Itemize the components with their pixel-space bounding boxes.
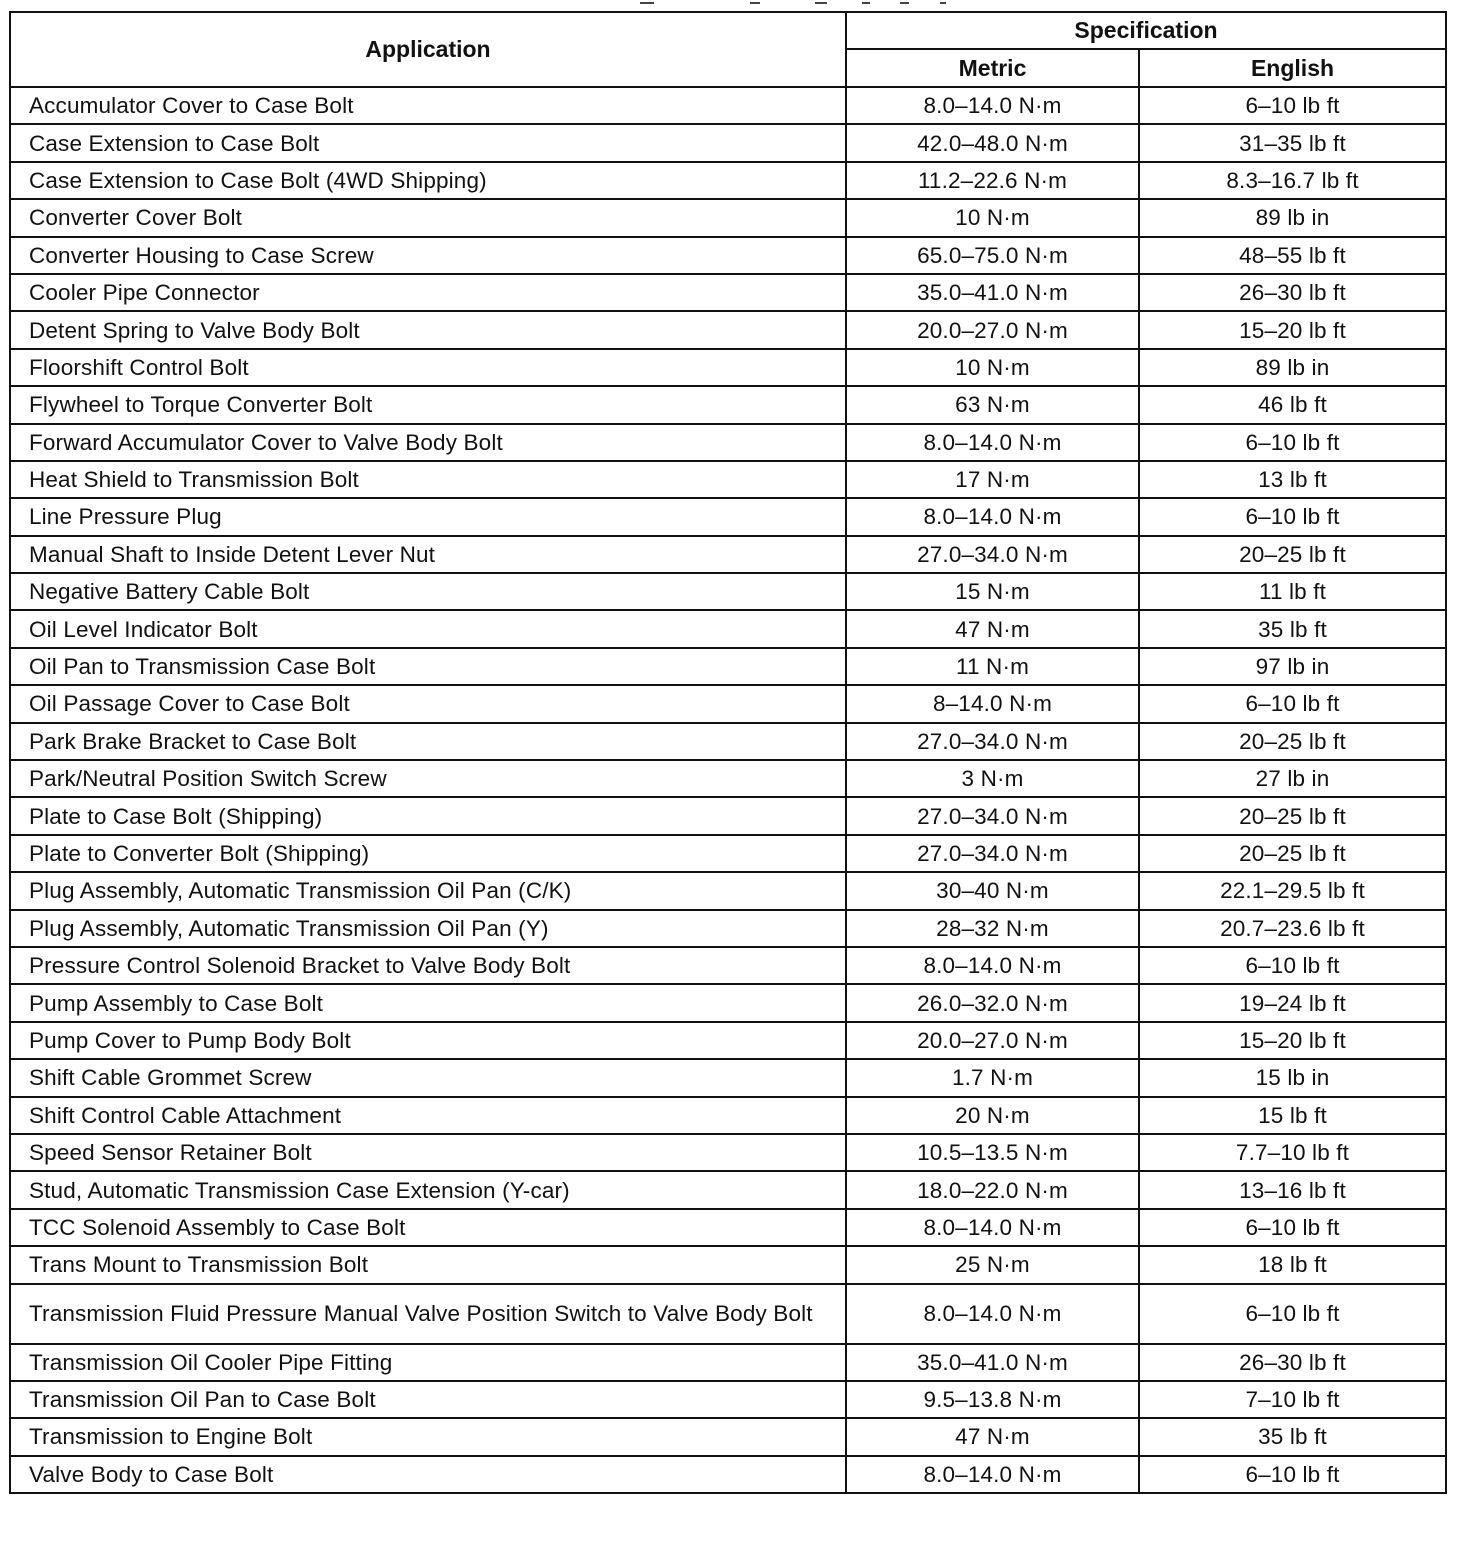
english-cell: 35 lb ft [1139,1418,1446,1455]
application-cell: Detent Spring to Valve Body Bolt [10,311,846,348]
table-row [10,648,1446,685]
english-cell: 22.1–29.5 lb ft [1139,872,1446,909]
metric-cell: 35.0–41.0 N·m [846,1344,1139,1381]
table-row [10,610,1446,647]
metric-cell: 8.0–14.0 N·m [846,87,1139,124]
metric-cell: 8.0–14.0 N·m [846,1209,1139,1246]
metric-cell: 35.0–41.0 N·m [846,274,1139,311]
table-row [10,984,1446,1021]
application-cell: Shift Control Cable Attachment [10,1097,846,1134]
english-cell: 20–25 lb ft [1139,536,1446,573]
table-row [10,124,1446,161]
application-cell: Stud, Automatic Transmission Case Extension (Y-car) [10,1171,846,1208]
application-cell: Forward Accumulator Cover to Valve Body Bolt [10,424,846,461]
metric-cell: 27.0–34.0 N·m [846,536,1139,573]
table-row [10,424,1446,461]
application-cell: Case Extension to Case Bolt [10,124,846,161]
table-row [10,1059,1446,1096]
metric-cell: 10.5–13.5 N·m [846,1134,1139,1171]
english-cell: 46 lb ft [1139,386,1446,423]
metric-cell: 8.0–14.0 N·m [846,947,1139,984]
application-cell: Converter Housing to Case Screw [10,237,846,274]
application-cell: Line Pressure Plug [10,498,846,535]
application-cell: Valve Body to Case Bolt [10,1456,846,1493]
metric-cell: 8–14.0 N·m [846,685,1139,722]
header-application: Application [10,12,846,87]
metric-cell: 28–32 N·m [846,910,1139,947]
metric-cell: 47 N·m [846,610,1139,647]
english-cell: 20.7–23.6 lb ft [1139,910,1446,947]
application-cell: Park Brake Bracket to Case Bolt [10,723,846,760]
table-row [10,1097,1446,1134]
english-cell: 31–35 lb ft [1139,124,1446,161]
english-cell: 6–10 lb ft [1139,947,1446,984]
metric-cell: 8.0–14.0 N·m [846,1456,1139,1493]
english-cell: 8.3–16.7 lb ft [1139,162,1446,199]
english-cell: 15 lb ft [1139,1097,1446,1134]
application-cell: Flywheel to Torque Converter Bolt [10,386,846,423]
table-row [10,685,1446,722]
application-cell: Heat Shield to Transmission Bolt [10,461,846,498]
english-cell: 6–10 lb ft [1139,498,1446,535]
metric-cell: 11 N·m [846,648,1139,685]
metric-cell: 10 N·m [846,199,1139,236]
application-cell: Transmission Fluid Pressure Manual Valve Position Switch to Valve Body Bolt [10,1284,846,1344]
metric-cell: 20 N·m [846,1097,1139,1134]
english-cell: 26–30 lb ft [1139,1344,1446,1381]
table-row [10,87,1446,124]
application-cell: Cooler Pipe Connector [10,274,846,311]
english-cell: 15 lb in [1139,1059,1446,1096]
table-row [10,199,1446,236]
table-row [10,349,1446,386]
english-cell: 35 lb ft [1139,610,1446,647]
english-cell: 48–55 lb ft [1139,237,1446,274]
english-cell: 20–25 lb ft [1139,723,1446,760]
table-row [10,1171,1446,1208]
english-cell: 6–10 lb ft [1139,424,1446,461]
metric-cell: 1.7 N·m [846,1059,1139,1096]
torque-spec-table [9,11,1447,1494]
english-cell: 15–20 lb ft [1139,1022,1446,1059]
header-specification: Specification [846,12,1446,49]
application-cell: Case Extension to Case Bolt (4WD Shipping) [10,162,846,199]
metric-cell: 8.0–14.0 N·m [846,424,1139,461]
table-row [10,1134,1446,1171]
table-row [10,1456,1446,1493]
table-row [10,1284,1446,1344]
metric-cell: 42.0–48.0 N·m [846,124,1139,161]
table-row [10,910,1446,947]
table-row [10,760,1446,797]
application-cell: Converter Cover Bolt [10,199,846,236]
metric-cell: 10 N·m [846,349,1139,386]
table-row [10,461,1446,498]
metric-cell: 17 N·m [846,461,1139,498]
table-row [10,1209,1446,1246]
metric-cell: 3 N·m [846,760,1139,797]
english-cell: 19–24 lb ft [1139,984,1446,1021]
table-row [10,162,1446,199]
metric-cell: 25 N·m [846,1246,1139,1283]
table-row [10,1344,1446,1381]
metric-cell: 65.0–75.0 N·m [846,237,1139,274]
application-cell: Accumulator Cover to Case Bolt [10,87,846,124]
table-row [10,237,1446,274]
english-cell: 89 lb in [1139,199,1446,236]
english-cell: 89 lb in [1139,349,1446,386]
english-cell: 15–20 lb ft [1139,311,1446,348]
application-cell: Floorshift Control Bolt [10,349,846,386]
application-cell: Pump Cover to Pump Body Bolt [10,1022,846,1059]
application-cell: Transmission to Engine Bolt [10,1418,846,1455]
metric-cell: 27.0–34.0 N·m [846,835,1139,872]
english-cell: 13 lb ft [1139,461,1446,498]
metric-cell: 47 N·m [846,1418,1139,1455]
table-row [10,386,1446,423]
application-cell: Trans Mount to Transmission Bolt [10,1246,846,1283]
application-cell: Transmission Oil Pan to Case Bolt [10,1381,846,1418]
application-cell: Plate to Case Bolt (Shipping) [10,797,846,834]
application-cell: Pressure Control Solenoid Bracket to Valve Body Bolt [10,947,846,984]
metric-cell: 30–40 N·m [846,872,1139,909]
english-cell: 97 lb in [1139,648,1446,685]
table-row [10,536,1446,573]
english-cell: 6–10 lb ft [1139,1456,1446,1493]
application-cell: Shift Cable Grommet Screw [10,1059,846,1096]
application-cell: Pump Assembly to Case Bolt [10,984,846,1021]
application-cell: Speed Sensor Retainer Bolt [10,1134,846,1171]
table-row [10,1418,1446,1455]
metric-cell: 27.0–34.0 N·m [846,797,1139,834]
header-metric: Metric [846,49,1139,87]
english-cell: 20–25 lb ft [1139,797,1446,834]
metric-cell: 8.0–14.0 N·m [846,498,1139,535]
english-cell: 6–10 lb ft [1139,1284,1446,1344]
metric-cell: 15 N·m [846,573,1139,610]
cropped-text-fragment [600,0,1020,6]
english-cell: 18 lb ft [1139,1246,1446,1283]
application-cell: Negative Battery Cable Bolt [10,573,846,610]
table-row [10,498,1446,535]
application-cell: Oil Passage Cover to Case Bolt [10,685,846,722]
english-cell: 13–16 lb ft [1139,1171,1446,1208]
table-row [10,573,1446,610]
application-cell: Plug Assembly, Automatic Transmission Oil Pan (Y) [10,910,846,947]
table-row [10,797,1446,834]
table-row [10,723,1446,760]
header-english: English [1139,49,1446,87]
metric-cell: 9.5–13.8 N·m [846,1381,1139,1418]
metric-cell: 63 N·m [846,386,1139,423]
table-row [10,835,1446,872]
table-row [10,311,1446,348]
english-cell: 7.7–10 lb ft [1139,1134,1446,1171]
application-cell: Plug Assembly, Automatic Transmission Oil Pan (C/K) [10,872,846,909]
english-cell: 6–10 lb ft [1139,685,1446,722]
application-cell: Oil Pan to Transmission Case Bolt [10,648,846,685]
application-cell: TCC Solenoid Assembly to Case Bolt [10,1209,846,1246]
application-cell: Transmission Oil Cooler Pipe Fitting [10,1344,846,1381]
table-row [10,274,1446,311]
english-cell: 20–25 lb ft [1139,835,1446,872]
metric-cell: 18.0–22.0 N·m [846,1171,1139,1208]
metric-cell: 8.0–14.0 N·m [846,1284,1139,1344]
table-row [10,872,1446,909]
table-row [10,1381,1446,1418]
english-cell: 6–10 lb ft [1139,1209,1446,1246]
english-cell: 27 lb in [1139,760,1446,797]
english-cell: 26–30 lb ft [1139,274,1446,311]
application-cell: Oil Level Indicator Bolt [10,610,846,647]
english-cell: 11 lb ft [1139,573,1446,610]
application-cell: Plate to Converter Bolt (Shipping) [10,835,846,872]
english-cell: 6–10 lb ft [1139,87,1446,124]
table-row [10,1246,1446,1283]
metric-cell: 20.0–27.0 N·m [846,311,1139,348]
application-cell: Manual Shaft to Inside Detent Lever Nut [10,536,846,573]
metric-cell: 20.0–27.0 N·m [846,1022,1139,1059]
metric-cell: 27.0–34.0 N·m [846,723,1139,760]
table-row [10,947,1446,984]
table-row [10,1022,1446,1059]
metric-cell: 11.2–22.6 N·m [846,162,1139,199]
english-cell: 7–10 lb ft [1139,1381,1446,1418]
metric-cell: 26.0–32.0 N·m [846,984,1139,1021]
application-cell: Park/Neutral Position Switch Screw [10,760,846,797]
